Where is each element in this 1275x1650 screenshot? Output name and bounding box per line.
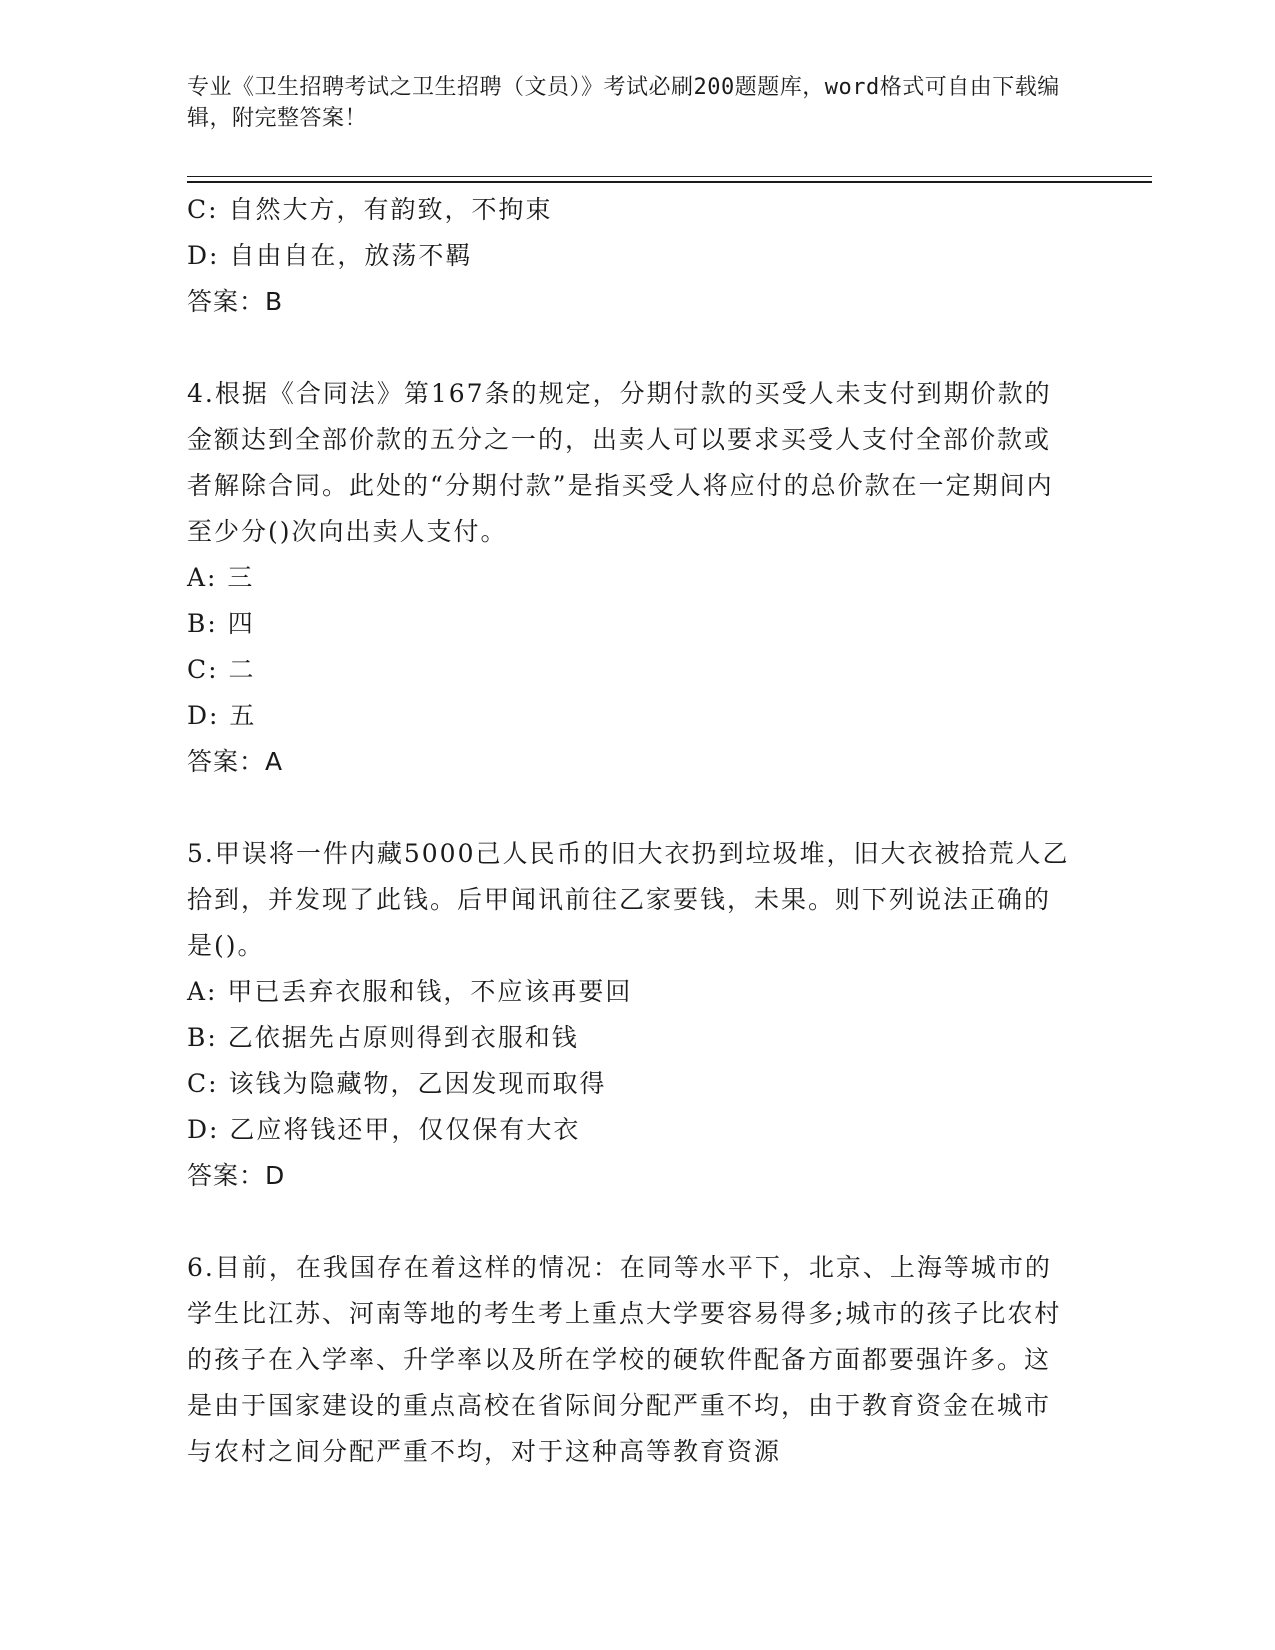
question-stem-6: 6.目前，在我国存在着这样的情况：在同等水平下，北京、上海等城市的学生比江苏、河南等地的考生考上重点大学要容易得多;城市的孩子比农村的孩子在入学率、升学率以及所在学校的硬软件配备方面都要强许多。这是由于国家建设的重点高校在省际间分配严重不均，由于教育资金在城市与农村之间分配严重不均，对于这种高等教育资源 — [187, 1253, 1062, 1466]
option-a: A: 甲已丢弃衣服和钱，不应该再要回 — [187, 977, 633, 1006]
spacer — [187, 785, 1077, 831]
option-a: A: 三 — [187, 563, 255, 592]
option-b: B: 乙依据先占原则得到衣服和钱 — [187, 1023, 579, 1052]
header-rule-thin — [187, 176, 1152, 177]
option-d: D: 五 — [187, 701, 257, 730]
option-c: C: 该钱为隐藏物，乙因发现而取得 — [187, 1069, 607, 1098]
option-d: D: 自由自在，放荡不羁 — [187, 241, 473, 270]
option-c: C: 二 — [187, 655, 256, 684]
document-header: 专业《卫生招聘考试之卫生招聘（文员）》考试必刷200题题库，word格式可自由下载编辑，附完整答案！ — [187, 75, 1060, 131]
header-rule-thick — [187, 181, 1152, 183]
answer-line: 答案：D — [187, 1161, 286, 1190]
option-d: D: 乙应将钱还甲，仅仅保有大衣 — [187, 1115, 581, 1144]
answer-line: 答案：A — [187, 747, 284, 776]
question-stem-5: 5.甲误将一件内藏5000己人民币的旧大衣扔到垃圾堆，旧大衣被拾荒人乙拾到，并发现了此钱。后甲闻讯前往乙家要钱，未果。则下列说法正确的是()。 — [187, 839, 1070, 960]
spacer — [187, 325, 1077, 371]
answer-line: 答案：B — [187, 287, 284, 316]
question-stem-4: 4.根据《合同法》第167条的规定，分期付款的买受人未支付到期价款的金额达到全部价款的五分之一的，出卖人可以要求买受人支付全部价款或者解除合同。此处的“分期付款”是指买受人将应付的总价款在一定期间内至少分()次向出卖人支付。 — [187, 379, 1054, 546]
option-c: C: 自然大方，有韵致，不拘束 — [187, 195, 553, 224]
spacer — [187, 1199, 1077, 1245]
document-body — [187, 187, 1077, 1475]
option-b: B: 四 — [187, 609, 255, 638]
